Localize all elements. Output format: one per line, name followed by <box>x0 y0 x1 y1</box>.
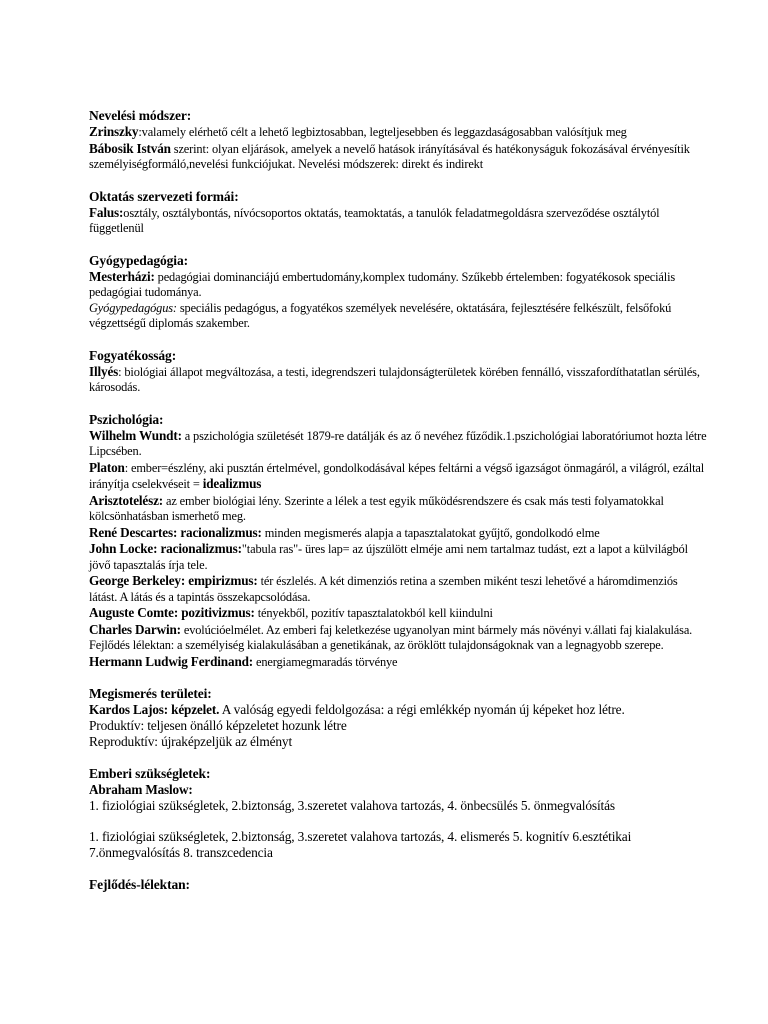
paragraph <box>89 829 708 861</box>
paragraph-text: :valamely elérhető célt a lehető legbiztosabban, legteljesebben és leggazdaságosabban valósítjuk meg <box>138 125 627 139</box>
paragraph-text: 1. fiziológiai szükségletek, 2.biztonság, 3.szeretet valahova tartozás, 4. elismerés 5. kognitív 6.esztétikai 7.önmegvalósítás 8. transzcedencia <box>89 829 632 860</box>
section <box>89 877 708 893</box>
paragraph <box>89 605 708 622</box>
paragraph-text: : ember=észlény, aki pusztán értelmével, gondolkodásával képes feltárni a végső igazságot önmagáról, a világról, ezáltal irányítja cselekvéseit = <box>89 460 705 491</box>
paragraph-text: Produktív: teljesen önálló képzeletet hozunk létre <box>89 718 347 733</box>
paragraph-text: minden megismerés alapja a tapasztalatokat gyűjtő, gondolkodó elme <box>261 525 600 540</box>
bold-term: Bábosik István <box>89 140 171 156</box>
bold-term: Mesterházi: <box>89 268 155 284</box>
section-heading: Fejlődés-lélektan: <box>89 877 190 892</box>
paragraph <box>89 205 708 237</box>
paragraph-text: : biológiai állapot megváltozása, a testi, idegrendszeri tulajdonságterületek körében fennálló, visszafordíthatatlan sérülés, károsodás. <box>89 364 700 394</box>
paragraph <box>89 301 708 332</box>
bold-term: Falus: <box>89 204 124 220</box>
paragraph <box>89 798 708 814</box>
italic-term: Gyógypedagógus: <box>89 300 177 315</box>
paragraph <box>89 428 708 460</box>
paragraph-text: energiamegmaradás törvénye <box>253 654 398 669</box>
section <box>89 766 708 861</box>
bold-term: Wilhelm Wundt: <box>89 427 182 443</box>
section <box>89 189 708 237</box>
paragraph <box>89 734 708 750</box>
paragraph-text: a pszichológia születését 1879-re datálják és az ő nevéhez fűződik.1.pszichológiai laboratóriumot hozta létre Lipcsében. <box>89 428 707 458</box>
paragraph <box>89 141 708 173</box>
bold-term: Platon <box>89 459 125 475</box>
paragraph <box>89 622 708 639</box>
paragraph-text: speciális pedagógus, a fogyatékos személyek nevelésére, oktatására, fejlesztésére felkészült, felsőfokú végzettségű diplomás szakember. <box>89 300 672 330</box>
blank-line <box>89 814 708 829</box>
paragraph <box>89 269 708 301</box>
section-heading: Pszichológia: <box>89 411 164 427</box>
bold-term: René Descartes: racionalizmus: <box>89 524 262 540</box>
paragraph-text: A valóság egyedi feldolgozása: a régi emlékkép nyomán új képeket hoz létre. <box>219 702 625 717</box>
section <box>89 108 708 173</box>
paragraph <box>89 654 708 671</box>
paragraph <box>89 364 708 396</box>
paragraph-text: osztály, osztálybontás, nívócsoportos oktatás, teamoktatás, a tanulók feladatmegoldásra szerveződése osztálytól függetlenül <box>89 205 660 235</box>
paragraph <box>89 460 708 493</box>
paragraph <box>89 493 708 525</box>
bold-term: George Berkeley: empirizmus: <box>89 573 258 588</box>
paragraph-text: "tabula ras"- üres lap= az újszülött elméje ami nem tartalmaz tudást, ezt a lapot a külvilágból jövő tapasztalás írja tele. <box>89 542 688 572</box>
bold-term: Illyés <box>89 363 119 379</box>
bold-term: John Locke: racionalizmus: <box>89 541 242 556</box>
bold-term: Abraham Maslow: <box>89 782 193 797</box>
bold-term: Kardos Lajos: képzelet. <box>89 702 220 717</box>
bold-term: Hermann Ludwig Ferdinand: <box>89 653 254 669</box>
bold-term: Zrinszky <box>89 124 139 139</box>
paragraph <box>89 638 708 654</box>
paragraph-text: szerint: olyan eljárások, amelyek a nevelő hatások irányításával és hatékonyságuk fokozásával érvényesítik személyiségformáló,nevelési funkciójukat. Nevelési módszerek: direkt és indirekt <box>89 141 690 171</box>
paragraph-text: Fejlődés lélektan: a személyiség kialakulásában a genetikának, az öröklött tulajdonságoknak van a legnagyobb szerepe. <box>89 638 664 652</box>
paragraph <box>89 541 708 573</box>
section <box>89 348 708 396</box>
paragraph-text: tényekből, pozitív tapasztalatokból kell kiindulni <box>254 606 493 620</box>
bold-term: Charles Darwin: <box>89 621 181 637</box>
paragraph-text: tér észlelés. A két dimenziós retina a szemben miként teszi lehetővé a háromdimenziós látást. A látás és a tapintás összekapcsolódása. <box>89 574 678 604</box>
section <box>89 412 708 671</box>
section-heading: Fogyatékosság: <box>89 347 177 363</box>
section-heading: Nevelési módszer: <box>89 108 192 123</box>
paragraph-text: az ember biológiai lény. Szerinte a lélek a test egyik működésrendszere és csak más testi folyamatokkal kölcsönhatásban ismerhető meg. <box>89 493 664 523</box>
paragraph-text: 1. fiziológiai szükségletek, 2.biztonság, 3.szeretet valahova tartozás, 4. önbecsülés 5. önmegvalósítás <box>89 798 615 813</box>
paragraph <box>89 573 708 605</box>
bold-term: Auguste Comte: pozitivizmus: <box>89 605 255 620</box>
section-heading: Oktatás szervezeti formái: <box>89 188 239 204</box>
paragraph <box>89 525 708 542</box>
paragraph-text: Reproduktív: újraképzeljük az élményt <box>89 734 293 749</box>
paragraph-text: evolúcióelmélet. Az emberi faj keletkezése ugyanolyan mint bármely más növényi v.állati faj kialakulása. <box>180 622 693 637</box>
bold-term: idealizmus <box>202 476 262 491</box>
paragraph <box>89 124 708 141</box>
bold-term: Arisztotelész: <box>89 492 164 508</box>
section-heading: Megismerés területei: <box>89 686 212 701</box>
section <box>89 253 708 332</box>
section <box>89 686 708 750</box>
section-heading: Gyógypedagógia: <box>89 252 189 268</box>
paragraph <box>89 702 708 718</box>
paragraph-text: pedagógiai dominanciájú embertudomány,komplex tudomány. Szűkebb értelemben: fogyatékosok speciális pedagógiai tudománya. <box>89 269 676 299</box>
paragraph <box>89 718 708 734</box>
paragraph <box>89 782 708 798</box>
section-heading: Emberi szükségletek: <box>89 766 211 781</box>
